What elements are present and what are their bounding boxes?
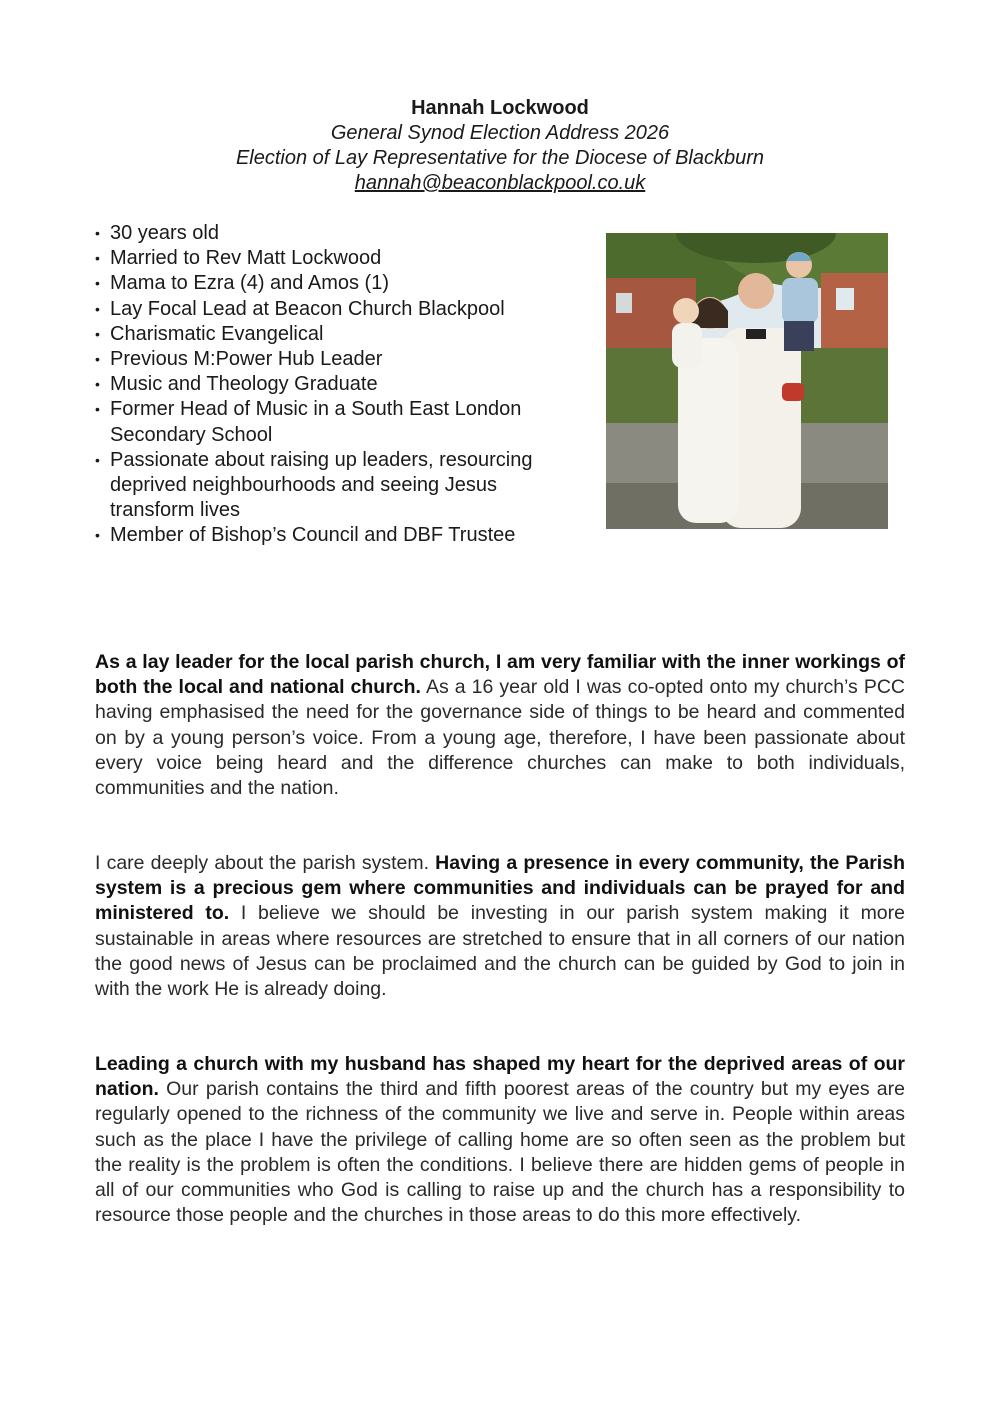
family-photo-illustration [606,233,888,529]
paragraph-parish-system [95,851,905,1002]
bio-bullet-text: Passionate about raising up leaders, resourcing deprived neighbourhoods and seeing Jesus transform lives [110,448,533,522]
paragraph-lay-leader [95,650,905,801]
bio-bullet-item [95,523,555,548]
email-link[interactable]: hannah@beaconblackpool.co.uk [354,172,646,194]
bio-bullet-text: Charismatic Evangelical [110,322,324,345]
paragraph-parish-system-text: I believe we should be investing in our parish system making it more sustainable in areas where resources are stretched to ensure that in all corners of our nation the good news of Jesus can be proclaimed and the church can be guided by God to join in with the work He is already doing. [95,902,905,1001]
bio-bullet-item [95,246,555,271]
bio-bullet-item [95,397,555,447]
bio-bullet-text: Music and Theology Graduate [110,373,378,396]
bio-bullet-text: Mama to Ezra (4) and Amos (1) [110,272,389,295]
bullet-dot-icon: • [95,275,100,292]
election-title: Election of Lay Representative for the Diocese of Blackburn [235,147,765,169]
bullet-dot-icon: • [95,527,100,544]
paragraph-lay-leader-text: As a 16 year old I was co-opted onto my church’s PCC having emphasised the need for the governance side of things to be heard and commented on by a young person’s voice. From a young age, therefore, I have been passionate about every voice being heard and the difference churches can make to both individuals, communities and the nation. [95,676,906,800]
bio-bullet-text: Previous M:Power Hub Leader [110,348,383,371]
bullet-dot-icon: • [95,351,100,368]
bio-bullet-item [95,347,555,372]
bio-bullet-item [95,322,555,347]
bullet-dot-icon: • [95,401,100,418]
bio-bullet-item [95,372,555,397]
bio-bullet-item [95,221,555,246]
paragraph-parish-system-bold: Having a presence in every community, the Parish system is a precious gem where communities and individuals can be prayed for and ministered to. [95,852,905,925]
bio-bullet-text: Former Head of Music in a South East London Secondary School [110,398,522,446]
header-block [0,95,1000,196]
candidate-name: Hannah Lockwood [411,97,589,119]
bio-bullet-text: 30 years old [110,222,219,244]
paragraph-parish-system-lead: I care deeply about the parish system. [95,852,436,874]
bullet-dot-icon: • [95,325,100,342]
paragraph-lay-leader-bold: As a lay leader for the local parish church, I am very familiar with the inner workings of both the local and national church. [95,651,905,699]
bullet-dot-icon: • [95,376,100,393]
bullet-dot-icon: • [95,250,100,267]
bio-bullet-list [95,221,555,549]
bio-bullet-item [95,271,555,296]
bio-bullet-text: Married to Rev Matt Lockwood [110,247,382,270]
paragraph-deprived-areas [95,1052,905,1228]
family-photo [606,233,888,529]
bio-bullet-item [95,448,555,524]
bullet-dot-icon: • [95,300,100,317]
bio-bullet-text: Lay Focal Lead at Beacon Church Blackpool [110,297,505,320]
bullet-dot-icon: • [95,225,100,241]
bullet-dot-icon: • [95,451,100,468]
paragraph-deprived-areas-bold: Leading a church with my husband has shaped my heart for the deprived areas of our nation. [95,1053,905,1101]
address-subtitle: General Synod Election Address 2026 [330,122,670,144]
paragraph-deprived-areas-text: Our parish contains the third and fifth poorest areas of the country but my eyes are regularly opened to the richness of the community we live and serve in. People within areas such as the place I have the privilege of calling home are so often seen as the problem but the reality is the problem is often the conditions. I believe there are hidden gems of people in all of our communities who God is calling to raise up and the church has a responsibility to resource those people and the churches in those areas to do this more effectively. [95,1078,905,1227]
bio-bullet-item [95,297,555,322]
bio-bullet-text: Member of Bishop’s Council and DBF Trustee [110,524,516,547]
